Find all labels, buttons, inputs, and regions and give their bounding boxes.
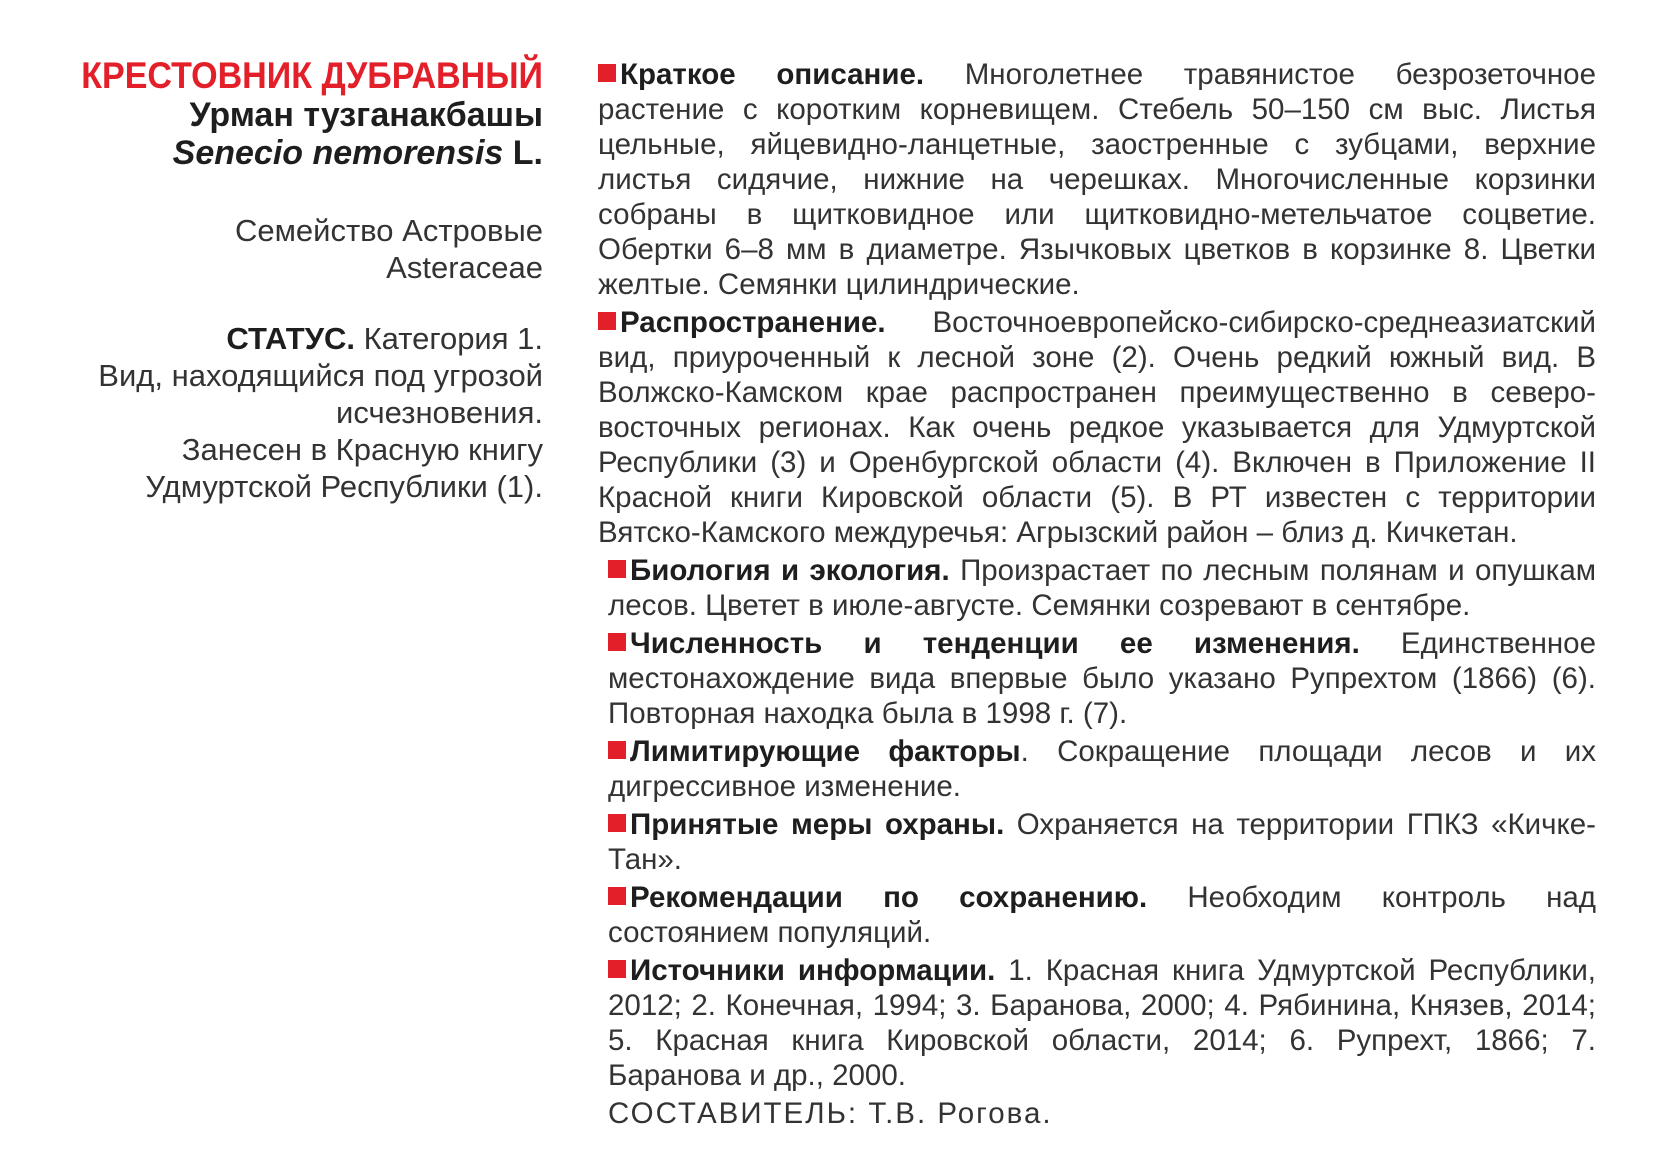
red-square-marker — [608, 887, 626, 905]
section-heading: Источники информации. — [630, 954, 996, 987]
red-square-marker — [608, 960, 626, 978]
section-text: Необходим контроль над состоянием популяций. — [608, 881, 1596, 949]
red-square-marker — [608, 560, 626, 578]
section-biology — [598, 553, 1596, 623]
status-label: СТАТУС. — [226, 321, 355, 356]
section-text: . Сокращение площади лесов и их дигрессивное изменение. — [608, 735, 1596, 803]
status-description: Вид, находящийся под угрозой исчезновения. — [98, 358, 543, 430]
section-sources — [598, 953, 1596, 1093]
status-block — [40, 320, 543, 505]
section-heading: Краткое описание. — [620, 58, 925, 91]
author-line: СОСТАВИТЕЛЬ: Т.В. Рогова. — [608, 1097, 1053, 1130]
red-square-marker — [598, 312, 616, 330]
species-title-latin — [40, 134, 543, 172]
section-text: Многолетнее травянистое безрозеточное растение с коротким корневищем. Стебель 50–150 см выс. Листья цельные, яйцевидно-ланцетные, заостренные с зубцами, верхние листья сидячие, нижние на черешках. Многочисленные корзинки собраны в щитковидное или щитковидно-метельчатое соцветие. Обертки 6–8 мм в диаметре. Язычковых цветков в корзинке 8. Цветки желтые. Семянки цилиндрические. — [598, 58, 1596, 301]
section-text: Единственное местонахождение вида впервые было указано Рупрехтом (1866) (6). Повторная находка была в 1998 г. (7). — [608, 627, 1596, 730]
section-recommendations — [598, 880, 1596, 950]
species-title-tatar: Урман тузганакбашы — [189, 96, 543, 134]
latin-author: L. — [503, 134, 543, 172]
red-square-marker — [608, 633, 626, 651]
species-header-column — [40, 56, 543, 505]
family-latin: Asteraceae — [386, 250, 543, 285]
red-square-marker — [598, 64, 616, 82]
section-limiting-factors — [598, 734, 1596, 804]
section-heading: Рекомендации по сохранению. — [630, 881, 1148, 914]
section-text: 1. Красная книга Удмуртской Республики, 2012; 2. Конечная, 1994; 3. Баранова, 2000; 4. Рябинина, Князев, 2014; 5. Красная книга Кировской области, 2014; 6. Рупрехт, 1866; 7. Баранова и др., 2000. — [608, 954, 1596, 1092]
section-distribution — [598, 305, 1596, 550]
status-line — [40, 320, 543, 357]
section-protection-measures — [598, 807, 1596, 877]
section-description — [598, 57, 1596, 302]
family-block — [40, 212, 543, 286]
species-description-column — [598, 57, 1596, 1131]
section-text: Произрастает по лесным полянам и опушкам лесов. Цветет в июле-августе. Семянки созревают в сентябре. — [608, 554, 1597, 622]
species-title-russian: КРЕСТОВНИК ДУБРАВНЫЙ — [81, 55, 543, 96]
family-russian: Семейство Астровые — [234, 213, 543, 248]
section-text: Охраняется на территории ГПКЗ «Кичке-Тан». — [608, 808, 1596, 876]
status-category: Категория 1. — [355, 321, 543, 356]
section-heading: Лимитирующие факторы — [630, 735, 1021, 768]
section-heading: Численность и тенденции ее изменения. — [630, 627, 1360, 660]
section-heading: Распространение. — [620, 306, 886, 339]
section-heading: Принятые меры охраны. — [630, 808, 1005, 841]
section-heading: Биология и экология. — [630, 554, 950, 587]
latin-binomial: Senecio nemorensis — [172, 134, 504, 172]
section-population — [598, 626, 1596, 731]
status-listed: Занесен в Красную книгу Удмуртской Республики (1). — [145, 432, 543, 504]
red-square-marker — [608, 741, 626, 759]
red-square-marker — [608, 814, 626, 832]
section-text: Восточноевропейско-сибирско-среднеазиатский вид, приуроченный к лесной зоне (2). Очень редкий южный вид. В Волжско-Камском крае распространен преимущественно в северо-восточных регионах. Как очень редкое указывается для Удмуртской Республики (3) и Оренбургской области (4). Включен в Приложение II Красной книги Кировской области (5). В РТ известен с территории Вятско-Камского междуречья: Агрызский район – близ д. Кичкетан. — [598, 306, 1596, 549]
